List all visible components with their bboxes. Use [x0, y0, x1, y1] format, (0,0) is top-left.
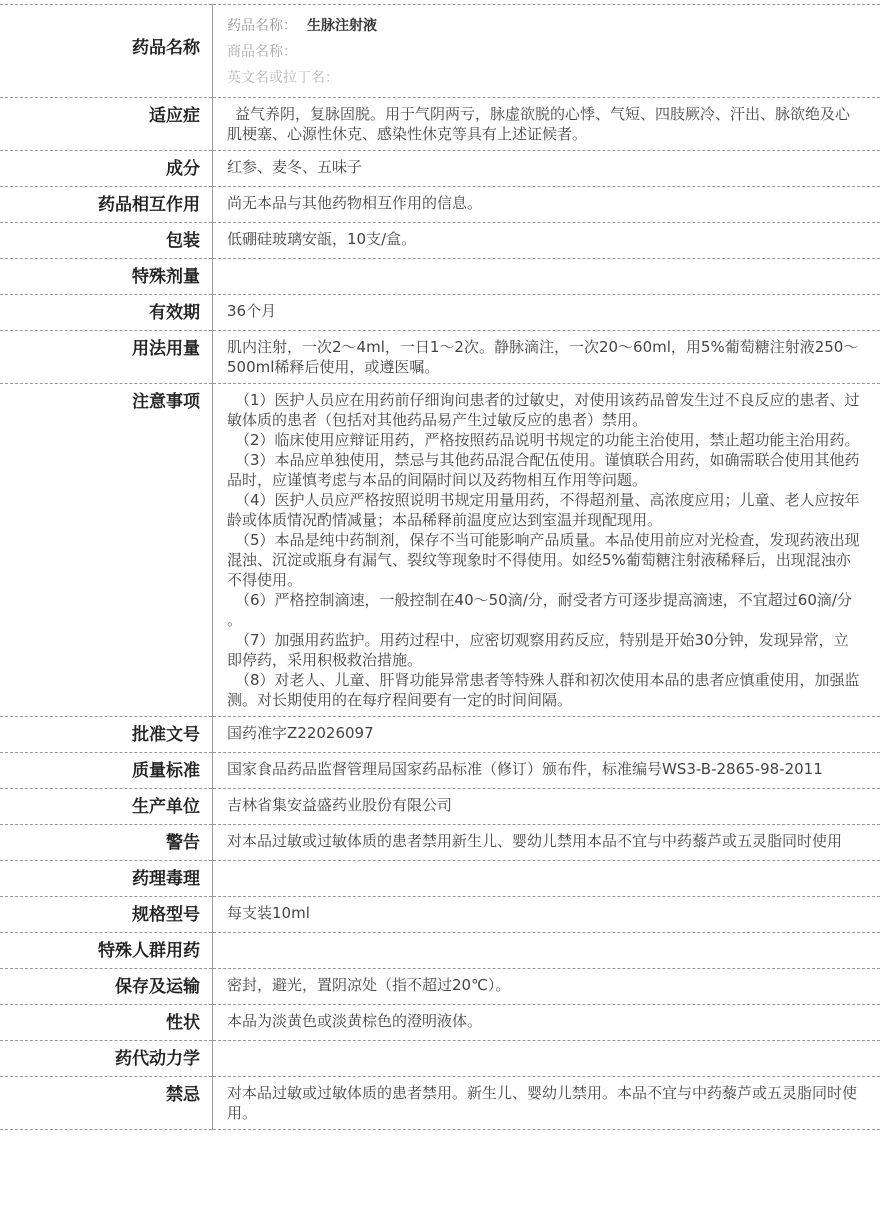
shelf-life-content: 36个月	[227, 302, 277, 320]
quality-standard-content: 国家食品药品监督管理局国家药品标准（修订）颁布件，标准编号WS3-B-2865-98-2011	[227, 760, 823, 778]
table-row-ingredients	[0, 151, 880, 187]
indications-content: 益气养阴，复脉固脱。用于气阴两亏，脉虚欲脱的心悸、气短、四肢厥冷、汗出、脉欲绝及心肌梗塞、心源性休克、感染性休克等具有上述证候者。	[227, 105, 851, 143]
table-row-precautions	[0, 384, 880, 717]
warning-content: 对本品过敏或过敏体质的患者禁用新生儿、婴幼儿禁用本品不宜与中药藜芦或五灵脂同时使用	[227, 832, 843, 850]
table-row-special-populations	[0, 933, 880, 969]
precaution-item-7: （7）加强用药监护。用药过程中，应密切观察用药反应，特别是开始30分钟，发现异常，立即停药，采用积极救治措施。	[227, 631, 849, 669]
table-row-contraindications	[0, 1077, 880, 1130]
precaution-item-4: （4）医护人员应严格按照说明书规定用量用药，不得超剂量、高浓度应用；儿童、老人应按年龄或体质情况酌情减量；本品稀释前温度应达到室温并现配现用。	[227, 491, 860, 529]
drug-interactions-content: 尚无本品与其他药物相互作用的信息。	[227, 194, 483, 212]
contraindications-content: 对本品过敏或过敏体质的患者禁用。新生儿、婴幼儿禁用。本品不宜与中药藜芦或五灵脂同时使用。	[227, 1084, 858, 1122]
english-name-sub-label: 英文名或拉丁名：	[227, 70, 339, 86]
table-row-specification	[0, 897, 880, 933]
special-populations-content	[213, 933, 880, 969]
row-label-quality-standard: 质量标准	[0, 753, 213, 789]
table-row-indications	[0, 98, 880, 151]
precaution-item-8: （8）对老人、儿童、肝肾功能异常患者等特殊人群和初次使用本品的患者应慎重使用，加强监测。对长期使用的在每疗程间要有一定的时间间隔。	[227, 671, 860, 709]
row-label-indications: 适应症	[0, 98, 213, 151]
dosage-administration-content: 肌内注射，一次2～4ml，一日1～2次。静脉滴注，一次20～60ml，用5%葡萄糖注射液250～500ml稀释后使用，或遵医嘱。	[227, 338, 859, 376]
table-row-quality-standard	[0, 753, 880, 789]
description-content: 本品为淡黄色或淡黄棕色的澄明液体。	[227, 1012, 483, 1030]
trade-name-sub-label: 商品名称：	[227, 44, 297, 60]
row-label-storage-transport: 保存及运输	[0, 969, 213, 1005]
row-label-warning: 警告	[0, 825, 213, 861]
specification-content: 每支装10ml	[227, 904, 310, 922]
storage-transport-content: 密封，避光，置阴凉处（指不超过20℃）。	[227, 976, 511, 994]
row-label-specification: 规格型号	[0, 897, 213, 933]
row-label-special-populations: 特殊人群用药	[0, 933, 213, 969]
table-row-warning	[0, 825, 880, 861]
pharmacokinetics-content	[213, 1041, 880, 1077]
row-label-shelf-life: 有效期	[0, 295, 213, 331]
row-label-drug-name: 药品名称	[0, 5, 213, 98]
ingredients-content: 红参、麦冬、五味子	[227, 158, 363, 176]
row-label-approval-number: 批准文号	[0, 717, 213, 753]
row-label-contraindications: 禁忌	[0, 1077, 213, 1130]
table-row-packaging	[0, 223, 880, 259]
row-label-ingredients: 成分	[0, 151, 213, 187]
table-row-special-dosage	[0, 259, 880, 295]
table-row-description	[0, 1005, 880, 1041]
row-label-packaging: 包装	[0, 223, 213, 259]
row-label-pharmacokinetics: 药代动力学	[0, 1041, 213, 1077]
table-row-manufacturer	[0, 789, 880, 825]
pharmacology-toxicology-content	[213, 861, 880, 897]
precautions-content	[213, 384, 880, 717]
row-label-description: 性状	[0, 1005, 213, 1041]
row-label-dosage-administration: 用法用量	[0, 331, 213, 384]
precaution-item-2: （2）临床使用应辩证用药，严格按照药品说明书规定的功能主治使用，禁止超功能主治用药。	[235, 431, 860, 449]
manufacturer-content: 吉林省集安益盛药业股份有限公司	[227, 796, 453, 814]
packaging-content: 低硼硅玻璃安瓿，10支/盒。	[227, 230, 417, 248]
table-row-pharmacokinetics	[0, 1041, 880, 1077]
drug-name-line	[227, 13, 860, 39]
row-label-precautions: 注意事项	[0, 384, 213, 717]
table-row-approval-number	[0, 717, 880, 753]
table-row-dosage-administration	[0, 331, 880, 384]
row-label-drug-interactions: 药品相互作用	[0, 187, 213, 223]
table-row-shelf-life	[0, 295, 880, 331]
row-label-pharmacology-toxicology: 药理毒理	[0, 861, 213, 897]
precaution-item-1: （1）医护人员应在用药前仔细询问患者的过敏史，对使用该药品曾发生过不良反应的患者、过敏体质的患者（包括对其他药品易产生过敏反应的患者）禁用。	[227, 391, 860, 429]
precaution-item-3: （3）本品应单独使用，禁忌与其他药品混合配伍使用。谨慎联合用药，如确需联合使用其他药品时，应谨慎考虑与本品的间隔时间以及药物相互作用等问题。	[227, 451, 860, 489]
table-row-pharmacology-toxicology	[0, 861, 880, 897]
special-dosage-content	[213, 259, 880, 295]
row-label-manufacturer: 生产单位	[0, 789, 213, 825]
drug-info-table	[0, 4, 880, 1130]
precaution-item-5: （5）本品是纯中药制剂，保存不当可能影响产品质量。本品使用前应对光检查，发现药液出现混浊、沉淀或瓶身有漏气、裂纹等现象时不得使用。如经5%葡萄糖注射液稀释后，出现混浊亦不得使用。	[227, 531, 860, 589]
table-row-drug-name	[0, 5, 880, 98]
drug-name-sub-label: 药品名称：	[227, 18, 297, 34]
drug-name-value: 生脉注射液	[307, 18, 377, 34]
table-row-storage-transport	[0, 969, 880, 1005]
approval-number-content: 国药准字Z22026097	[227, 724, 374, 742]
precaution-item-6: （6）严格控制滴速，一般控制在40～50滴/分，耐受者方可逐步提高滴速，不宜超过60滴/分。	[227, 591, 852, 629]
row-label-special-dosage: 特殊剂量	[0, 259, 213, 295]
table-row-drug-interactions	[0, 187, 880, 223]
drug-name-cell	[213, 5, 880, 98]
